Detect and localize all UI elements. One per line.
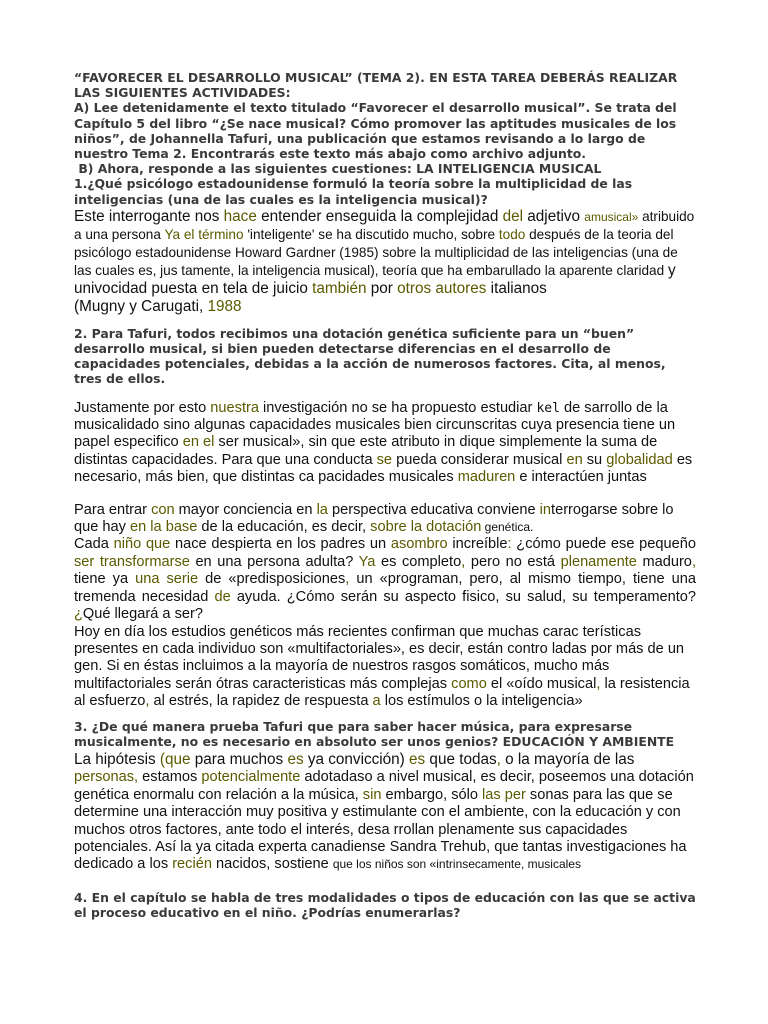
text-run: para muchos [190,750,288,768]
text-run: en [566,451,583,468]
text-run: Para entrar [74,501,152,518]
text-run: kel [536,400,560,416]
text-run: en el [182,434,215,451]
text-run: sin [362,786,382,803]
text-run: las per [482,786,526,803]
text-run: todo [498,226,526,242]
text-run: los estímulos o la inteligencia» [380,693,583,710]
text-run: personas [74,769,135,786]
text-run: increíble [447,536,508,553]
text-run: y univocidad puesta en tela de juicio [74,261,676,297]
text-run: que todas [425,750,497,768]
text-run: atribuido a una persona [74,208,695,242]
text-run: , [145,693,150,710]
text-run: (que [159,750,191,768]
text-run: : [507,536,512,553]
question-1: 1.¿Qué psicólogo estadounidense formuló la teoría sobre la multiplicidad de las inteligencias (una de las cuales es la inteligencia musical)? [74,176,633,207]
text-run: asombro [390,536,448,553]
text-run: también [312,279,367,297]
text-run: el «oído musical [486,675,597,692]
text-run: es [287,750,304,768]
text-run: globalidad [606,451,673,468]
text-run: que los niños son «intrinsecamente, musicales [332,857,581,872]
text-run: maduren [457,469,516,486]
text-run: de la educación, es decir, [197,519,371,536]
text-run: Ya el término [164,226,244,242]
text-run: , [691,553,696,570]
text-run: al estrés, la rapidez de respuesta [149,693,373,710]
text-run: Este interrogante nos [74,207,224,225]
text-run: sonas para las que se determine una interacción muy positiva y estimulante con el ambiente, con la educación y con muchos otros factores, ante todo el interés, desa rrollan plenamente sus capacidades potenciales. Así la ya citada experta canadiense Sandra Trehub, que tantas investigaciones ha dedicado a los [74,786,687,873]
text-run: una serie [135,571,199,588]
text-run: estamos [138,769,202,786]
text-run: , [461,553,466,570]
answer-1 [74,208,696,316]
text-run: otros autores [397,279,487,297]
text-run: es necesario, más bien, que distintas ca pacidades musicales [74,451,693,486]
text-run: ya convicción) [303,750,410,768]
question-4: 4. En el capítulo se habla de tres modalidades o tipos de educación con las que se activa el proceso educativo en el niño. ¿Podrías enumerarlas? [74,889,696,920]
text-run: es [409,750,426,768]
text-run: mayor conciencia en [174,501,317,518]
text-run: la [316,501,328,518]
text-run: , [596,675,601,692]
text-run: italianos [486,279,547,297]
text-run: del [502,207,524,225]
text-run: sobre la dotación [370,519,482,536]
text-run: de sarrollo de la musicalidado sino algunas capacidades musicales bien circunscritas cuya presencia tiene un papel especifico [74,399,676,451]
text-run: pero no está [465,553,561,570]
text-run: sobre lo que hay [74,501,674,536]
text-run: niño que [113,536,171,553]
text-run: nuestra [210,399,259,416]
text-run: genética. [481,520,534,535]
text-run: e interactúen juntas [515,469,647,486]
text-run: amusical» [584,209,639,224]
answer-2-paragraph-3 [74,536,696,623]
activity-a: A) Lee detenidamente el texto titulado “Favorecer el desarrollo musical”. Se trata del Capítulo 5 del libro “¿Se nace musical? Cómo promover las aptitudes musicales de los niños”, de Johannella Tafuri, una publicación que estamos revisando a lo largo de nuestro Tema 2. Encontrarás este texto más abajo como archivo adjunto. [74,100,677,162]
text-run: o la mayoría de las [500,750,635,768]
text-run: tiene ya [74,571,136,588]
text-run: Qué llegará a ser? [82,606,203,623]
text-run: , [496,750,501,768]
text-run: en la base [130,519,198,536]
text-run: ayuda. ¿Cómo serán su aspecto fisico, su salud, su temperamento? [230,588,696,605]
text-run: la resistencia al esfuerzo [74,675,690,710]
text-run: investigación no se ha propuesto estudiar [258,399,537,416]
text-run: , [345,571,350,588]
text-run: embargo, sólo [381,786,483,803]
assignment-title: “FAVORECER EL DESARROLLO MUSICAL” (TEMA 2). EN ESTA TAREA DEBERÁS REALIZAR LAS SIGUIENTES ACTIVIDADES: [74,70,678,101]
question-2: 2. Para Tafuri, todos recibimos una dotación genética suficiente para un “buen” desarrollo musical, si bien pueden detectarse diferencias en el desarrollo de capacidades potenciales, debidas a la acción de numerosos factores. Cita, al menos, tres de ellos. [74,325,666,387]
text-run: Ya [358,553,376,570]
text-run: hace [223,207,257,225]
text-run: nacidos, sostiene [211,856,333,873]
text-run: como [451,675,487,692]
text-run: , [134,769,139,786]
text-run: adjetivo [523,207,585,225]
text-run: en una persona adulta? [189,553,359,570]
text-run: por [366,279,398,297]
text-run: de [214,588,231,605]
text-run: terrogarse [551,501,618,518]
text-run: La hipótesis [74,750,160,768]
text-run: in [539,501,552,518]
answer-2-paragraph-2 [74,502,696,537]
activity-b: B) Ahora, responde a las siguientes cuestiones: LA INTELIGENCIA MUSICAL [74,161,602,177]
text-run: potencialmente [201,769,301,786]
text-run: (Mugny y Carugati, [74,297,208,315]
text-run: ¿ [74,606,83,623]
text-run: adotadaso a nivel musical, es decir, poseemos una dotación genética enormalu con relación a la música, [74,769,694,803]
answer-2-paragraph-1 [74,400,696,487]
text-run: nace despierta en los padres un [170,536,391,553]
answer-2-paragraph-4 [74,624,696,711]
text-run: perspectiva educativa conviene [327,501,540,518]
text-run: entender enseguida la complejidad [256,207,503,225]
text-run: se [376,451,393,468]
text-run: ser transformarse [74,553,190,570]
text-run: Hoy en día los estudios genéticos más recientes confirman que muchas carac terísticas presentes en cada individuo son «multifactoriales», es decir, están contro ladas por más de un gen. Si en éstas incluimos a la mayoría de nuestros rasgos somáticos, mucho más multifactoriales serán ótras caracteristicas más complejas [74,623,685,692]
text-run: Cada [74,536,114,553]
text-run: 1988 [207,297,242,315]
text-run: a [372,693,381,710]
text-run: pueda considerar musical [392,451,567,468]
answer-3 [74,751,696,874]
question-3: 3. ¿De qué manera prueba Tafuri que para saber hacer música, para expresarse musicalmente, no es necesario en absoluto ser unos genios? EDUCACIÓN Y AMBIENTE [74,718,675,749]
text-run: Justamente por esto [74,399,211,416]
text-run: es completo [375,553,462,570]
text-run: plenamente [560,553,637,570]
text-run: después de la teoria del psicólogo estadounidense Howard Gardner (1985) sobre la multiplicidad de las inteligencias (una de las cuales es, jus tamente, la inteligencia musical), teoría que ha embarullado la aparente claridad [74,226,678,278]
text-run: con [151,501,175,518]
text-run: ser musical», sin que este atributo in dique simplemente la suma de distintas capacidades. Para que una conducta [74,434,658,468]
text-run: de «predisposiciones [198,571,346,588]
text-run: un «programan, pero, al mismo tiempo, tiene una tremenda necesidad [74,571,696,605]
text-run: recién [172,856,212,873]
text-run: su [582,451,607,468]
text-run: 'inteligente' se ha discutido mucho, sobre [243,226,499,242]
text-run: ¿cómo puede ese pequeño [511,536,696,553]
text-run: maduro [636,553,692,570]
